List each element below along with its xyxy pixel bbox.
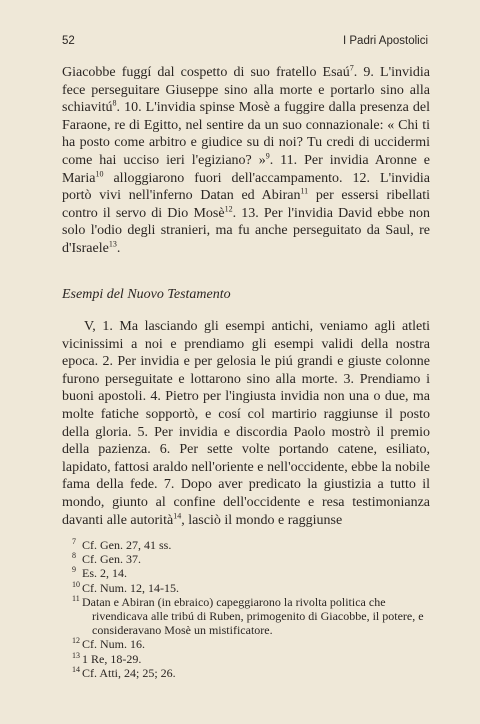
paragraph-text: [62, 64, 430, 258]
footnote: 7 Cf. Gen. 27, 41 ss.: [72, 537, 172, 552]
text-run: alloggiarono fuori dell'accampamento. 12. L'invidia portò vivi nell'inferno Datan ed Abiran: [62, 170, 430, 204]
footnote: 8 Cf. Gen. 37.: [72, 551, 141, 567]
text-run: V, 1. Ma lasciando gli esempi antichi, veniamo agli atleti vicinissimi a noi e prendiamo gli esempi validi della nostra epoca. 2. Per invidia e per gelosia le piú grandi e giuste colonne furono perseguitate e lottarono sino alla morte. 3. Prendiamo i buoni apostoli. 4. Pietro per l'ingiusta invidia non una o due, ma molte fatiche sopportò, e cosí col martirio raggiunse il posto della gloria. 5. Per invidia e discordia Paolo mostrò il premio della pazienza. 6. Per sette volte portando catene, esiliato, lapidato, fattosi araldo nell'oriente e nell'occidente, ebbe la nobile fama della fede. 7. Dopo aver predicato la giustizia a tutto il mondo, giunto al confine dell'occidente e resa testimonianza davanti alle autorità: [62, 319, 430, 528]
text-run: .: [116, 240, 121, 256]
text-run: . 10. L'invidia spinse Mosè a fuggire dalla presenza del Faraone, re di Egitto, nel sentire da un suo connazionale: « Chi ti ha posto come arbitro e giudice su di noi? Tu credi di uccidermi come hai ucciso ieri l'egiziano? »: [62, 100, 430, 168]
page-header: [62, 35, 428, 51]
footnote: 9 Es. 2, 14.: [72, 565, 127, 581]
paragraph-text: [62, 318, 430, 529]
text-run: per essersi ribellati contro il servo di Dio Mosè: [62, 188, 430, 221]
footnote-reference: 11: [300, 186, 309, 196]
text-run: , lasciò il mondo e raggiunse: [181, 512, 343, 528]
footnote-reference: 7: [349, 63, 354, 73]
footnote-text: Cf. Num. 12, 14-15.: [82, 580, 179, 595]
text-run: . 9. L'invidia fece perseguitare Giuseppe sino alla morte e portarlo sino alla schiavitú: [62, 65, 430, 116]
section-heading: Esempi del Nuovo Testamento: [62, 287, 231, 302]
footnote-text: Cf. Atti, 24; 25; 26.: [82, 665, 176, 680]
footnote: 13 1 Re, 18-29.: [72, 650, 142, 666]
footnote: 12 Cf. Num. 16.: [72, 636, 145, 652]
footnote-text: Es. 2, 14.: [82, 566, 127, 581]
footnote-text: Cf. Gen. 27, 41 ss.: [82, 538, 172, 552]
paragraph-new-testament: [62, 318, 430, 529]
footnote: 11 Datan e Abiran (in ebraico) capeggiarono la rivolta politica che rivendicava alle tribú di Ruben, primogenito di Giacobbe, il potere, e consideravano Mosè un mistificatore.: [72, 593, 424, 638]
footnote-text: 1 Re, 18-29.: [82, 651, 142, 666]
paragraph-old-testament: [62, 64, 430, 258]
footnote-text: Datan e Abiran (in ebraico) capeggiarono la rivolta politica che rivendicava alle tribú di Ruben, primogenito di Giacobbe, il potere, e consideravano Mosè un mistificatore.: [82, 594, 424, 638]
footnote-text: Cf. Num. 16.: [82, 637, 145, 652]
footnote-reference: 13: [108, 239, 117, 249]
footnote-reference: 14: [173, 510, 182, 520]
footnote-reference: 12: [224, 204, 233, 214]
text-run: . 11. Per invidia Aronne e Maria: [62, 152, 431, 186]
footnote-reference: 10: [95, 168, 104, 178]
footnote-reference: 9: [265, 151, 270, 161]
footnote: 14 Cf. Atti, 24; 25; 26.: [72, 664, 176, 680]
page-number: 52: [62, 35, 75, 47]
footnotes: [62, 538, 430, 680]
footnote: 10 Cf. Num. 12, 14-15.: [72, 579, 179, 595]
running-title: I Padri Apostolici: [342, 35, 428, 47]
text-run: . 13. Per l'invidia David ebbe non solo l'odio degli stranieri, ma fu anche perseguitato da Saul, re d'Israele: [62, 205, 430, 256]
footnote-text: Cf. Gen. 37.: [82, 552, 141, 567]
footnote-reference: 8: [112, 98, 117, 108]
text-run: Giacobbe fuggí dal cospetto di suo fratello Esaú: [62, 65, 350, 80]
